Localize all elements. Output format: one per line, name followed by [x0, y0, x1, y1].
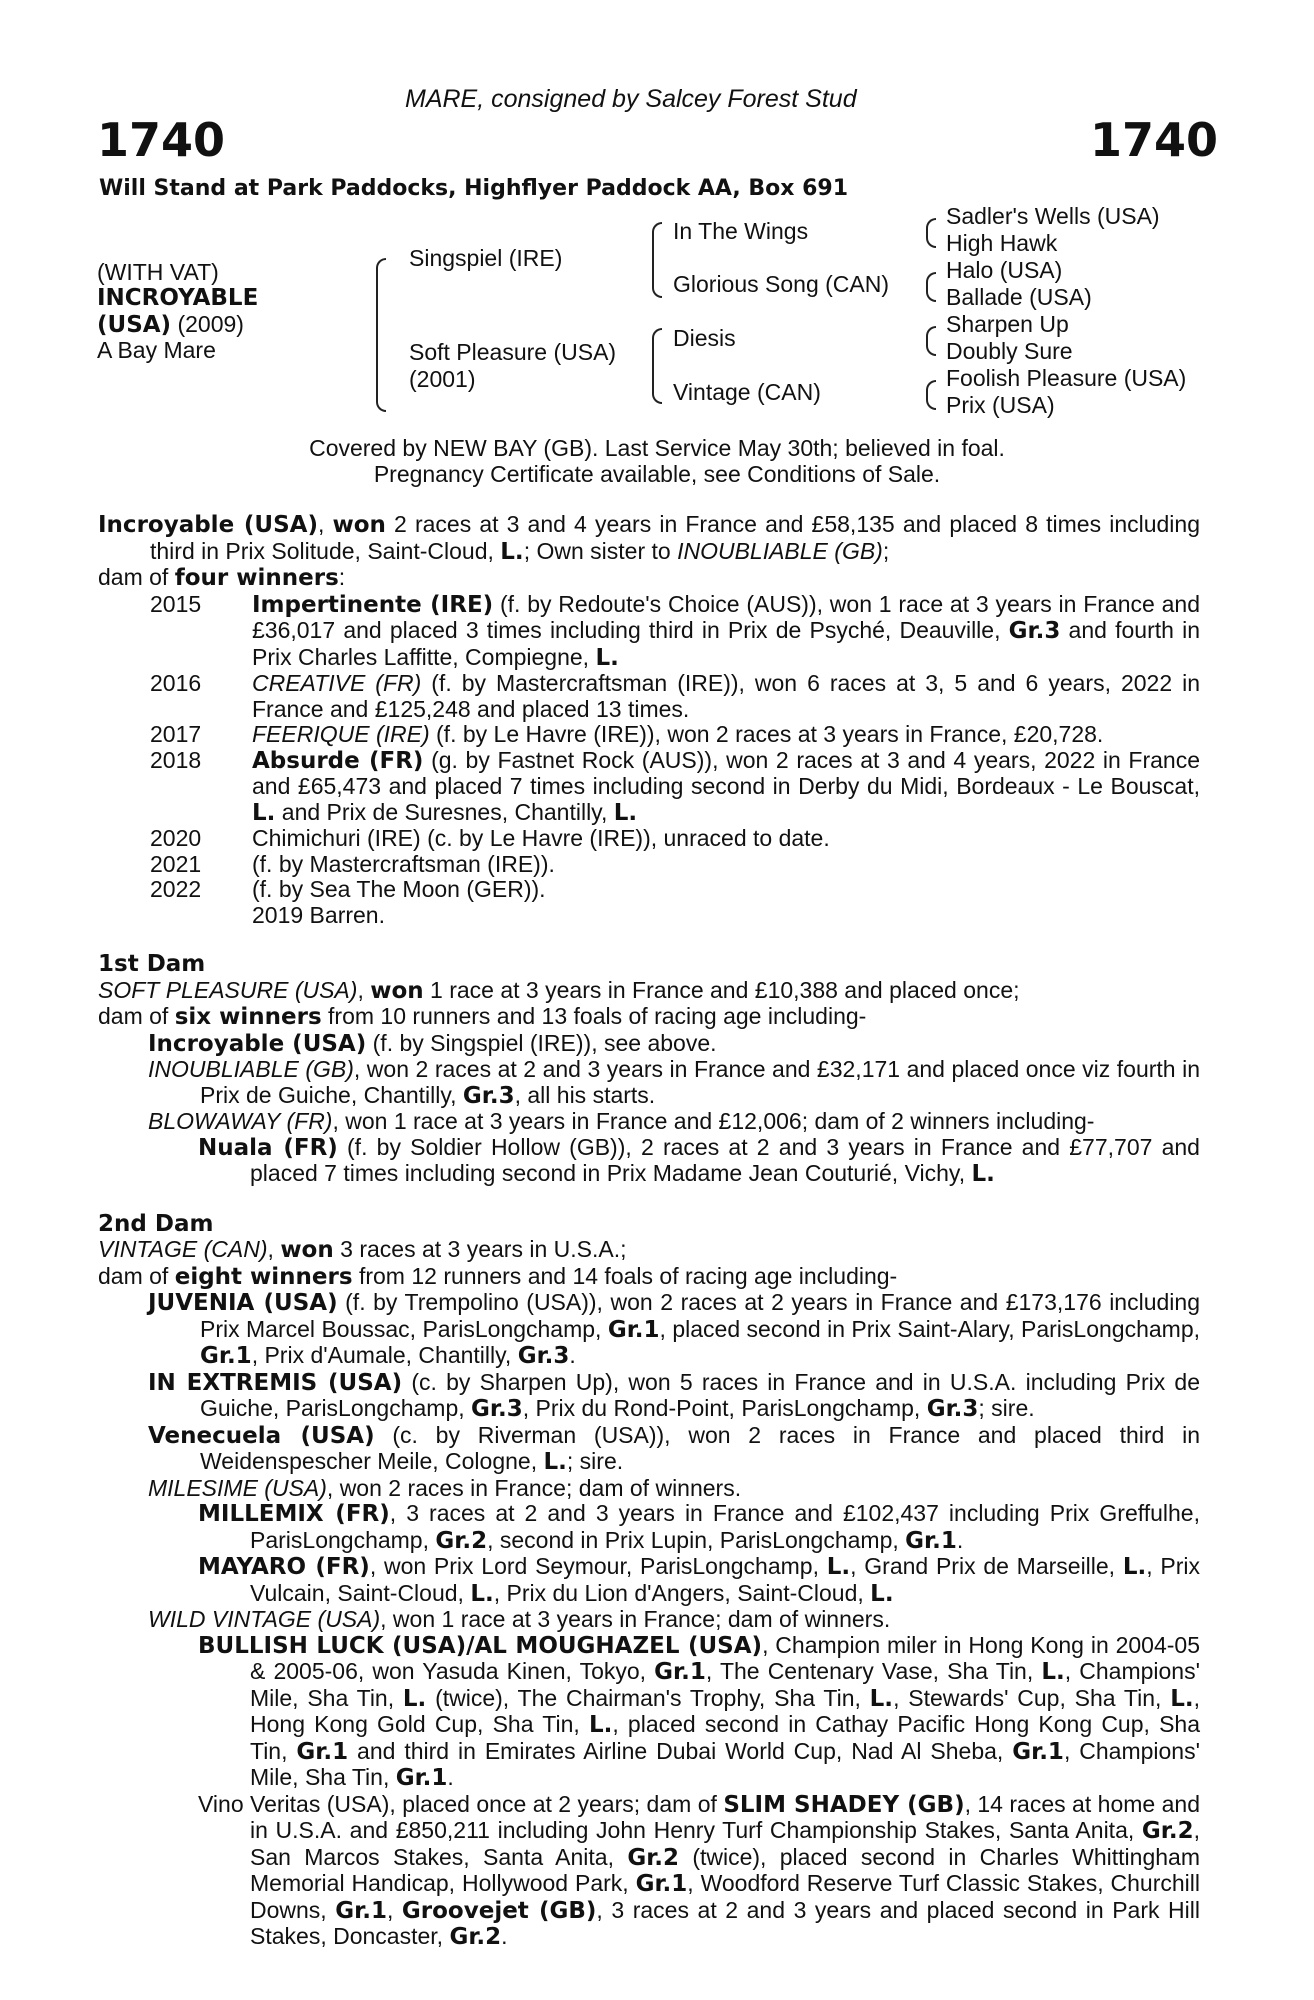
brace-dd — [926, 380, 936, 410]
catalogue-body — [98, 512, 1200, 1951]
second-dam-record: VINTAGE (CAN), won 3 races at 3 years in U.S.A.; — [98, 1236, 627, 1263]
ped-sss: Sadler's Wells (USA) — [946, 203, 1160, 229]
brace-ss — [926, 218, 936, 248]
horse-year: (2009) — [177, 311, 244, 337]
covering-note — [0, 436, 1314, 487]
second-dam-bullish-luck: BULLISH LUCK (USA)/AL MOUGHAZEL (USA), Champion miler in Hong Kong in 2004-05 & 2005-06, won Yasuda Kinen, Tokyo, Gr.1, The Centenary Vase, Sha Tin, L., Champions' Mile, Sha Tin, L. (twice), The Chairman's Trophy, Sha Tin, L., Stewards' Cup, Sha Tin, L., Hong Kong Gold Cup, Sha Tin, L., placed second in Cathay Pacific Hong Kong Cup, Sha Tin, Gr.1 and third in Emirates Airline Dubai World Cup, Nad Al Sheba, Gr.1, Champions' Mile, Sha Tin, Gr.1. — [198, 1631, 1200, 1791]
horse-origin-year — [97, 312, 244, 339]
covering-line-2: Pregnancy Certificate available, see Conditions of Sale. — [373, 460, 941, 487]
ped-dam-year: (2001) — [409, 366, 476, 392]
produce-2020: 2020 Chimichuri (IRE) (c. by Le Havre (IRE)), unraced to date. — [150, 825, 830, 851]
first-dam-heading: 1st Dam — [98, 951, 206, 977]
produce-intro: Incroyable (USA), won 2 races at 3 and 4 years in France and £58,135 and placed 8 times including third in Prix Solitude, Saint-Cloud, L.; Own sister to INOUBLIABLE (GB); — [98, 511, 1200, 565]
brace-ds — [926, 326, 936, 356]
first-dam-inoubliable: INOUBLIABLE (GB), won 2 races at 2 and 3 years in France and £32,171 and placed once viz fourth in Prix de Guiche, Chantilly, Gr.3, all his starts. — [148, 1056, 1200, 1109]
first-dam-incroyable: Incroyable (USA) (f. by Singspiel (IRE)), see above. — [148, 1029, 717, 1057]
brace-main — [376, 258, 386, 412]
first-dam-nuala: Nuala (FR) (f. by Soldier Hollow (GB)), 2 races at 2 and 3 years in France and £77,707 and placed 7 times including second in Prix Madame Jean Couturié, Vichy, L. — [198, 1133, 1200, 1187]
second-dam-produce: dam of eight winners from 12 runners and 14 foals of racing age including- — [98, 1262, 898, 1290]
produce-winners: dam of four winners: — [98, 564, 346, 591]
ped-sdd: Ballade (USA) — [946, 284, 1092, 310]
first-dam-record: SOFT PLEASURE (USA), won 1 race at 3 years in France and £10,388 and placed once; — [98, 976, 1020, 1004]
produce-2022: 2022 (f. by Sea The Moon (GER)). 2019 Barren. — [150, 876, 546, 928]
produce-2021: 2021 (f. by Mastercraftsman (IRE)). — [150, 850, 555, 877]
lot-number-left: 1740 — [97, 113, 226, 167]
ped-ddd: Prix (USA) — [946, 392, 1055, 418]
first-dam-blowaway: BLOWAWAY (FR), won 1 race at 3 years in France and £12,006; dam of 2 winners including- — [148, 1108, 1095, 1134]
horse-name: INCROYABLE — [97, 285, 259, 311]
ped-dam: Soft Pleasure (USA) — [409, 339, 617, 365]
second-dam-in-extremis: IN EXTREMIS (USA) (c. by Sharpen Up), won 5 races in France and in U.S.A. including Prix de Guiche, ParisLongchamp, Gr.3, Prix du Rond-Point, ParisLongchamp, Gr.3; sire. — [148, 1368, 1201, 1422]
lot-number-right: 1740 — [1090, 113, 1219, 167]
horse-description: A Bay Mare — [97, 337, 216, 363]
horse-country: (USA) — [97, 312, 172, 338]
ped-sire: Singspiel (IRE) — [409, 245, 563, 271]
second-dam-heading: 2nd Dam — [98, 1210, 214, 1237]
produce-2016: 2016 CREATIVE (FR) (f. by Mastercraftsman (IRE)), won 6 races at 3, 5 and 6 years, 2022 in France and £125,248 and placed 13 times. — [150, 670, 1200, 722]
brace-dam — [652, 328, 662, 404]
ped-sd: Glorious Song (CAN) — [673, 271, 890, 297]
ped-dsd: Doubly Sure — [946, 338, 1073, 364]
second-dam-mayaro: MAYARO (FR), won Prix Lord Seymour, ParisLongchamp, L., Grand Prix de Marseille, L., Prix Vulcain, Saint-Cloud, L., Prix du Lion d'Angers, Saint-Cloud, L. — [198, 1553, 1201, 1607]
ped-sds: Halo (USA) — [946, 257, 1063, 283]
second-dam-juvenia: JUVENIA (USA) (f. by Trempolino (USA)), won 2 races at 2 years in France and £173,176 including Prix Marcel Boussac, ParisLongchamp, Gr.1, placed second in Prix Saint-Alary, ParisLongchamp, Gr.1, Prix d'Aumale, Chantilly, Gr.3. — [148, 1289, 1201, 1369]
ped-dss: Sharpen Up — [946, 311, 1069, 337]
second-dam-millemix: MILLEMIX (FR), 3 races at 2 and 3 years in France and £102,437 including Prix Greffulhe, ParisLongchamp, Gr.2, second in Prix Lupin, ParisLongchamp, Gr.1. — [198, 1500, 1200, 1554]
second-dam-vino-veritas: Vino Veritas (USA), placed once at 2 years; dam of SLIM SHADEY (GB), 14 races at home and in U.S.A. and £850,211 including John Henry Turf Championship Stakes, Santa Anita, Gr.2, San Marcos Stakes, Santa Anita, Gr.2 (twice), placed second in Charles Whittingham Memorial Handicap, Hollywood Park, Gr.1, Woodford Reserve Turf Classic Stakes, Churchill Downs, Gr.1, Groovejet (GB), 3 races at 2 and 3 years and placed second in Park Hill Stakes, Doncaster, Gr.2. — [198, 1790, 1200, 1950]
brace-sire — [652, 222, 662, 298]
second-dam-milesime: MILESIME (USA), won 2 races in France; dam of winners. — [148, 1474, 742, 1501]
ped-ssd: High Hawk — [946, 230, 1058, 256]
ped-ds: Diesis — [673, 325, 736, 351]
brace-sd — [926, 272, 936, 302]
vat-note: (WITH VAT) — [97, 259, 219, 285]
second-dam-wild-vintage: WILD VINTAGE (USA), won 1 race at 3 years in France; dam of winners. — [148, 1606, 891, 1632]
ped-dd: Vintage (CAN) — [673, 379, 821, 405]
produce-2017: 2017 FEERIQUE (IRE) (f. by Le Havre (IRE)), won 2 races at 3 years in France, £20,728. — [150, 721, 1104, 747]
produce-2015: 2015 Impertinente (IRE) (f. by Redoute's Choice (AUS)), won 1 race at 3 years in France and £36,017 and placed 3 times including third in Prix de Psyché, Deauville, Gr.3 and fourth in Prix Charles Laffitte, Compiegne, L. — [150, 590, 1200, 671]
second-dam-venecuela: Venecuela (USA) (c. by Riverman (USA)), won 2 races in France and placed third in Weidenspescher Meile, Cologne, L.; sire. — [148, 1421, 1200, 1475]
ped-ss: In The Wings — [673, 218, 809, 244]
ped-dds: Foolish Pleasure (USA) — [946, 365, 1187, 391]
produce-2018: 2018 Absurde (FR) (g. by Fastnet Rock (AUS)), won 2 races at 3 and 4 years, 2022 in France and £65,473 and placed 7 times including second in Derby du Midi, Bordeaux - Le Bouscat, L. and Prix de Suresnes, Chantilly, L. — [150, 746, 1201, 826]
covering-line-1: Covered by NEW BAY (GB). Last Service May 30th; believed in foal. — [309, 435, 1005, 461]
first-dam-produce: dam of six winners from 10 runners and 13 foals of racing age including- — [98, 1003, 867, 1030]
consignor-line: MARE, consigned by Salcey Forest Stud — [405, 85, 857, 113]
stand-location: Will Stand at Park Paddocks, Highflyer Paddock AA, Box 691 — [99, 176, 849, 201]
